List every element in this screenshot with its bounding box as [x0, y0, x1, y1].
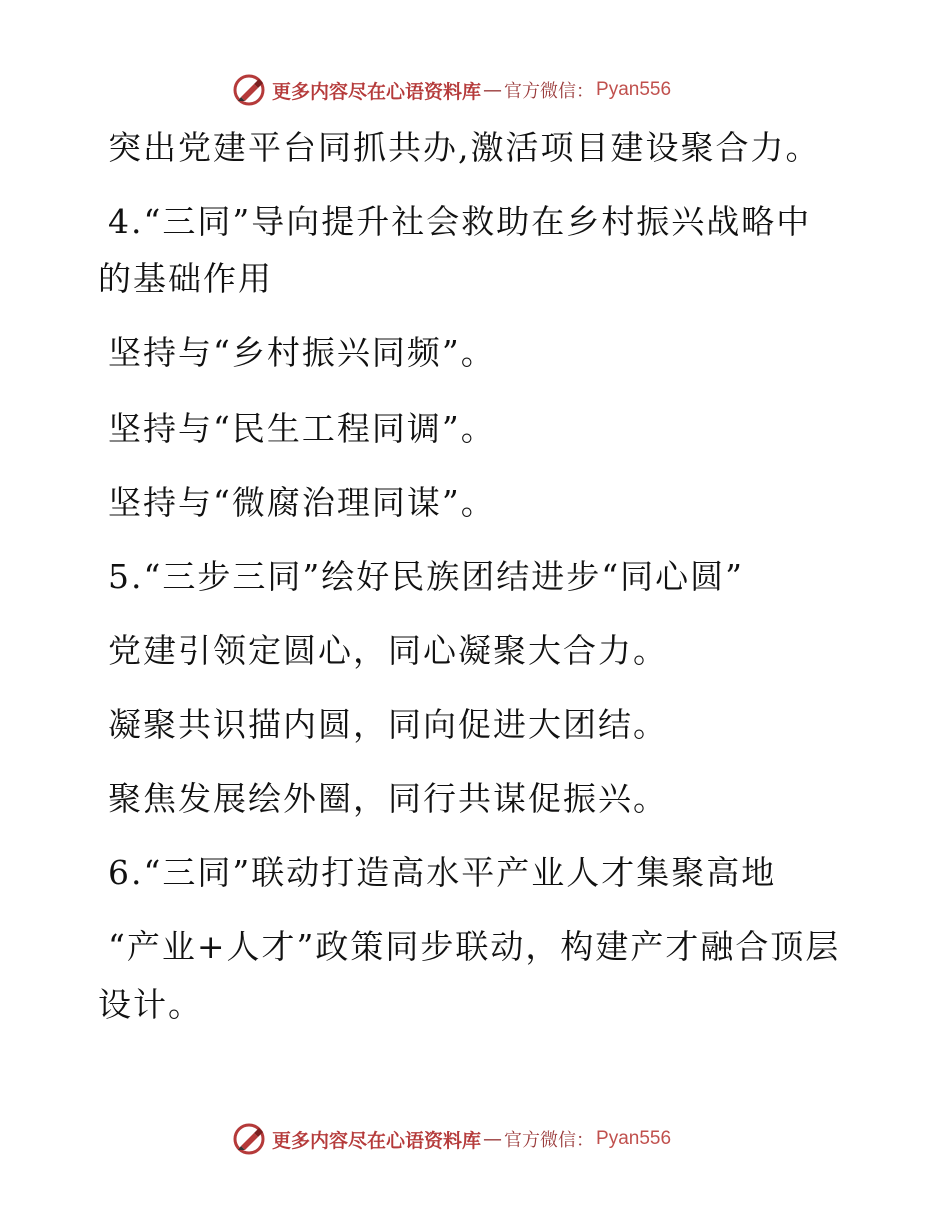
- watermark-wechat-id: Pyan556: [596, 1128, 672, 1149]
- section-heading: 4.“三同”导向提升社会救助在乡村振兴战略中: [108, 202, 812, 241]
- watermark-dash: —: [483, 1128, 503, 1150]
- watermark-text: 更多内容尽在心语资料库: [272, 80, 482, 103]
- watermark-banner-bottom: [232, 1119, 671, 1159]
- section-heading-continued: 的基础作用: [98, 259, 273, 298]
- section-heading: 5.“三步三同”绘好民族团结进步“同心圆”: [108, 557, 744, 596]
- body-line: 坚持与“乡村振兴同频”。: [108, 333, 496, 372]
- pen-logo-icon: [232, 73, 266, 107]
- watermark-dash: —: [483, 79, 503, 101]
- body-line: 坚持与“民生工程同调”。: [108, 409, 496, 448]
- watermark-wechat-id: Pyan556: [596, 79, 672, 100]
- body-line: 党建引领定圆心，同心凝聚大合力。: [108, 631, 668, 670]
- watermark-banner-top: [232, 70, 671, 110]
- body-line: 坚持与“微腐治理同谋”。: [108, 483, 496, 522]
- body-line-continued: 设计。: [98, 985, 203, 1024]
- watermark-wechat-label: 官方微信：: [504, 1130, 595, 1151]
- body-line: 聚焦发展绘外圈，同行共谋促振兴。: [108, 779, 668, 818]
- body-line: 凝聚共识描内圆，同向促进大团结。: [108, 705, 668, 744]
- watermark-wechat-label: 官方微信：: [504, 81, 595, 102]
- body-line: 突出党建平台同抓共办,激活项目建设聚合力。: [108, 128, 821, 167]
- pen-logo-icon: [232, 1122, 266, 1156]
- body-line: “产业+人才”政策同步联动，构建产才融合顶层: [108, 927, 841, 966]
- section-heading: 6.“三同”联动打造高水平产业人才集聚高地: [108, 853, 777, 892]
- watermark-text: 更多内容尽在心语资料库: [272, 1129, 482, 1152]
